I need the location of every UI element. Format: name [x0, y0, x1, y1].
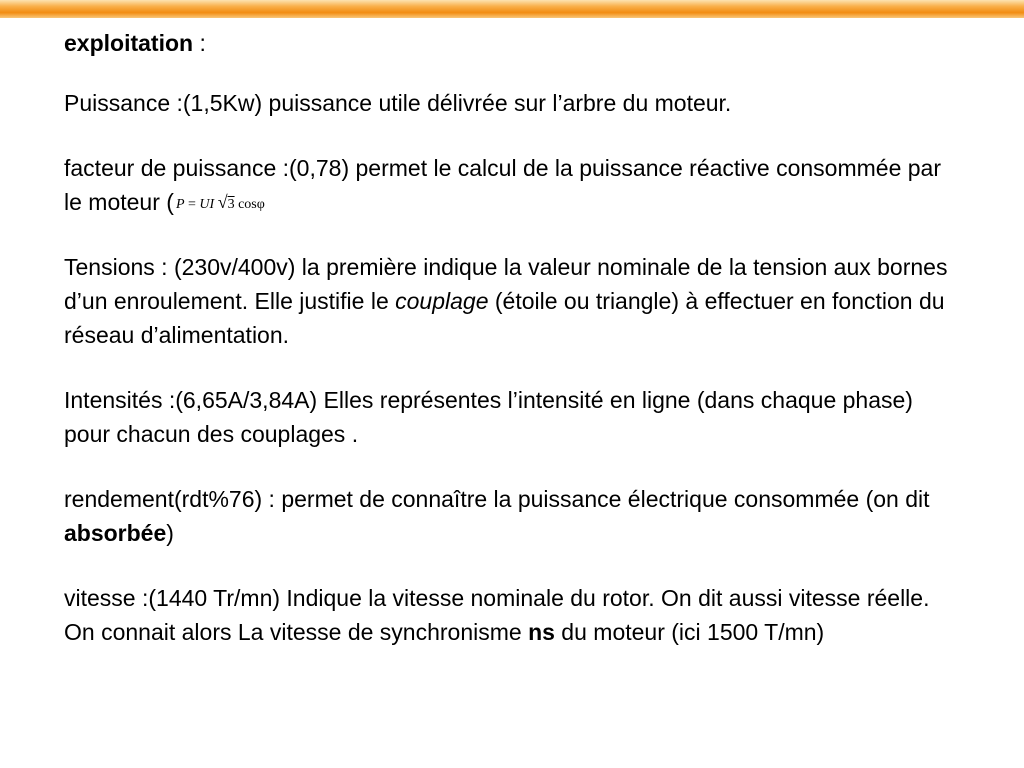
- rendement-text-post: ): [166, 520, 174, 546]
- section-heading: [64, 26, 964, 60]
- tensions-text-post: (étoile ou triangle) à effectuer en fonction du réseau d’alimentation.: [64, 288, 945, 348]
- formula-root-arg: 3: [227, 197, 235, 213]
- paragraph-intensites: Intensités :(6,65A/3,84A) Elles représentes l’intensité en ligne (dans chaque phase) pour chacun des couplages .: [64, 387, 913, 447]
- vitesse-text-post: du moteur (ici 1500 T/mn): [554, 619, 825, 645]
- paragraph-tensions: [64, 250, 964, 352]
- heading-label: exploitation: [64, 30, 194, 56]
- square-root-symbol: √: [217, 192, 228, 213]
- slide-content: [64, 26, 964, 680]
- paragraph-rendement: [64, 482, 964, 550]
- vitesse-strong: ns: [528, 619, 555, 645]
- vitesse-text-pre: vitesse :(1440 Tr/mn) Indique la vitesse nominale du rotor. On dit aussi vitesse réelle. On connait alors La vitesse de synchronisme: [64, 585, 930, 645]
- decorative-top-bar: [0, 0, 1024, 18]
- paragraph-puissance: Puissance :(1,5Kw) puissance utile délivrée sur l’arbre du moteur.: [64, 90, 732, 116]
- tensions-emphasis: couplage: [395, 288, 489, 314]
- paragraph-vitesse: [64, 581, 964, 649]
- power-formula: [176, 194, 265, 213]
- rendement-text-pre: rendement(rdt%76) : permet de connaître la puissance électrique consommée (on dit: [64, 486, 930, 512]
- paragraph-facteur-puissance: [64, 151, 964, 219]
- formula-ui: UI: [199, 197, 215, 213]
- tensions-text-pre: Tensions : (230v/400v) la première indique la valeur nominale de la tension aux bornes d’un enroulement. Elle justifie le: [64, 254, 948, 314]
- formula-trig: cosφ: [234, 197, 265, 213]
- heading-suffix: :: [193, 30, 206, 56]
- rendement-strong: absorbée: [64, 520, 167, 546]
- facteur-text: facteur de puissance :(0,78) permet le calcul de la puissance réactive consommée par le moteur (: [64, 155, 942, 215]
- formula-equals: =: [184, 197, 200, 213]
- formula-lhs: P: [175, 197, 185, 213]
